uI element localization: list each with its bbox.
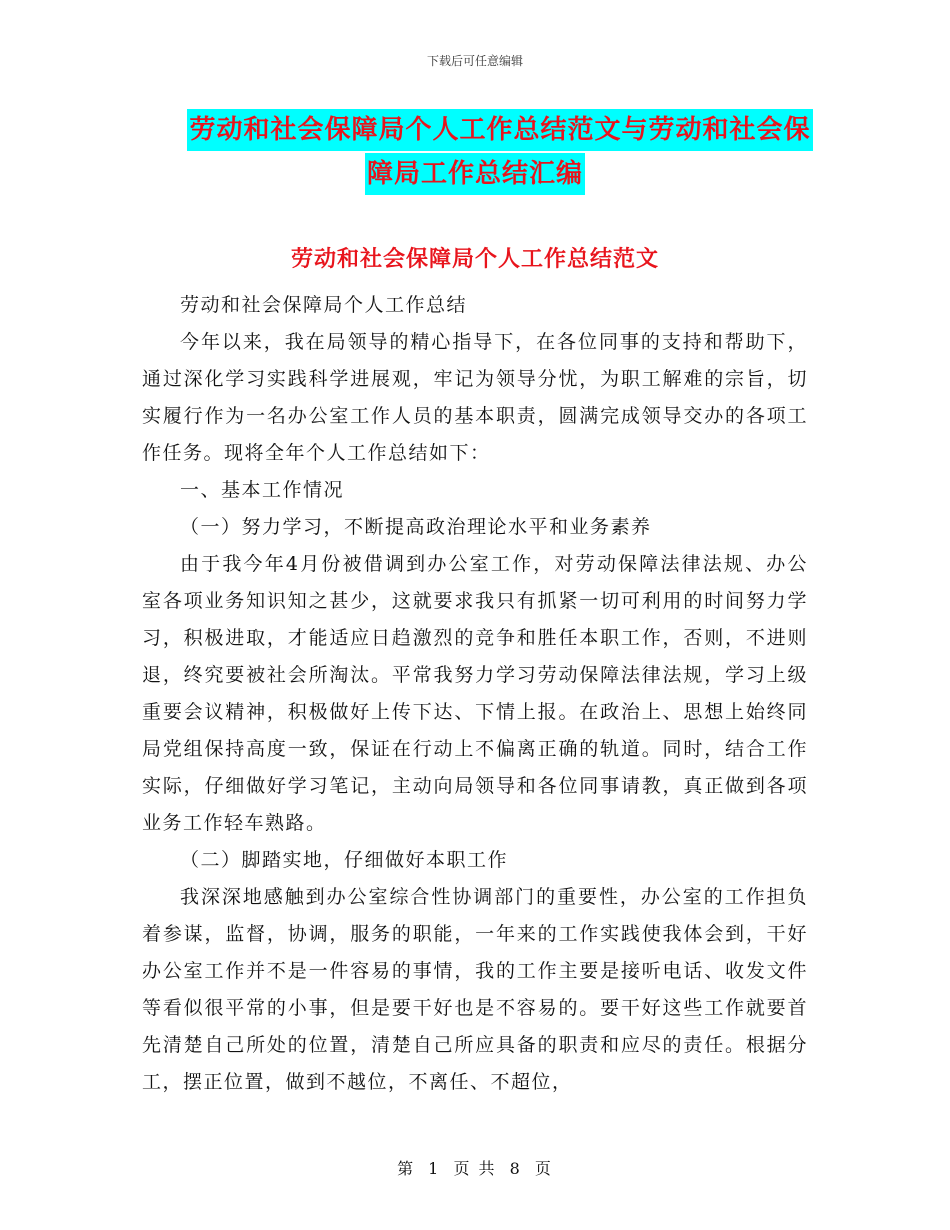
footer-total-pages: 8 — [509, 1159, 522, 1178]
paragraph-subsection-2: （二）脚踏实地，仔细做好本职工作 — [180, 849, 509, 871]
paragraph-subsection-1: （一）努力学习，不断提高政治理论水平和业务素养 — [180, 516, 652, 538]
paragraph-intro: 今年以来，我在局领导的精心指导下，在各位同事的支持和帮助下，通过深化学习实践科学进展观，牢记为领导分忧，为职工解难的宗旨，切实履行作为一名办公室工作人员的基本职责，圆满完成领导交办的各项工作任务。现将全年个人工作总结如下： — [142, 331, 808, 464]
title-line-1: 劳动和社会保障局个人工作总结范文与劳动和社会保 — [187, 109, 812, 151]
paragraph-heading: 劳动和社会保障局个人工作总结 — [180, 294, 468, 316]
page-header-note: 下载后可任意编辑 — [426, 54, 523, 68]
paragraph-body-1: 由于我今年4月份被借调到办公室工作，对劳动保障法律法规、办公室各项业务知识知之甚少，这就要求我只有抓紧一切可利用的时间努力学习，积极进取，才能适应日趋激烈的竞争和胜任本职工作，否则，不进则退，终究要被社会所淘汰。平常我努力学习劳动保障法律法规，学习上级重要会议精神，积极做好上传下达、下情上报。在政治上、思想上始终同局党组保持高度一致，保证在行动上不偏离正确的轨道。同时，结合工作实际，仔细做好学习笔记，主动向局领导和各位同事请教，真正做到各项业务工作轻车熟路。 — [142, 553, 808, 834]
page-footer — [0, 1156, 950, 1179]
paragraph-body-2: 我深深地感触到办公室综合性协调部门的重要性，办公室的工作担负着参谋，监督，协调，服务的职能，一年来的工作实践使我体会到，干好办公室工作并不是一件容易的事情，我的工作主要是接听电话、收发文件等看似很平常的小事，但是要干好也是不容易的。要干好这些工作就要首先清楚自己所处的位置，清楚自己所应具备的职责和应尽的责任。根据分工，摆正位置，做到不越位，不离任、不超位， — [142, 886, 808, 1093]
paragraph-section-1: 一、基本工作情况 — [180, 479, 345, 501]
document-title — [0, 108, 950, 196]
section-subtitle: 劳动和社会保障局个人工作总结范文 — [290, 246, 659, 272]
title-line-2: 障局工作总结汇编 — [365, 153, 585, 195]
footer-page-number: 1 — [428, 1159, 441, 1178]
footer-prefix: 第 — [397, 1159, 416, 1178]
footer-middle: 页 共 — [453, 1159, 497, 1178]
footer-suffix: 页 — [534, 1159, 553, 1178]
document-body — [142, 287, 808, 1101]
